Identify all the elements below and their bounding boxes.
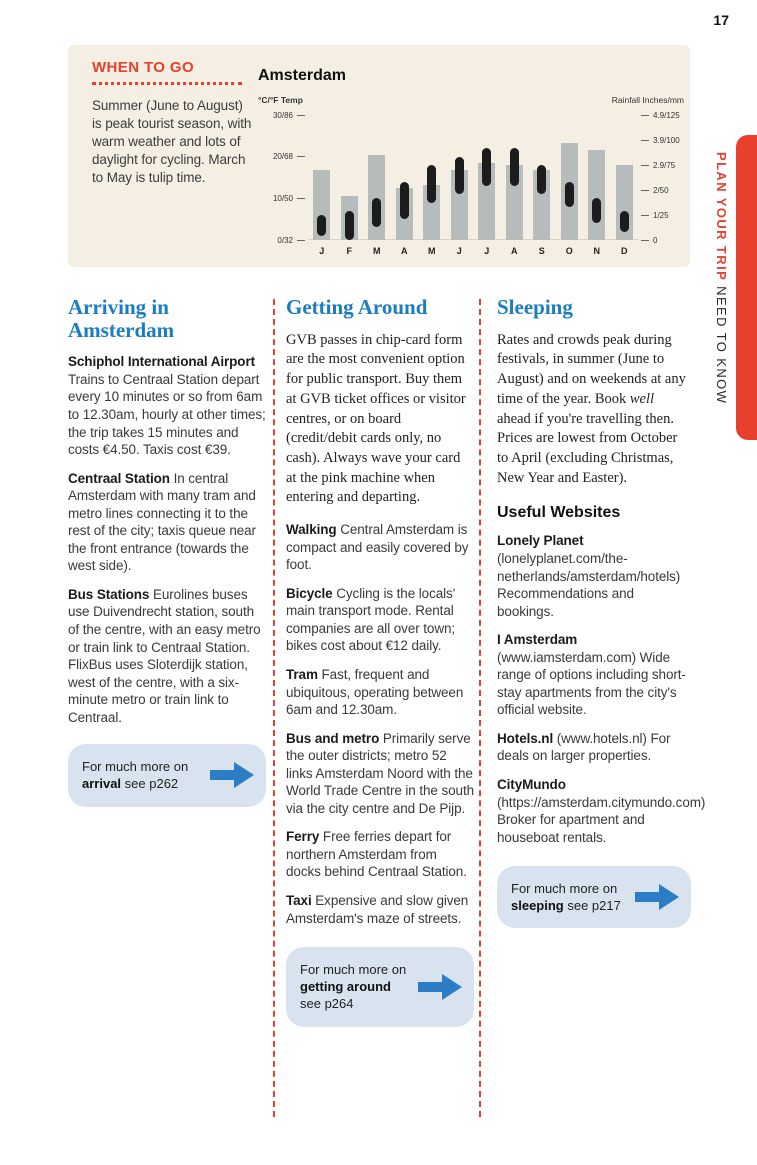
- column-divider: [479, 299, 481, 1117]
- temp-range-bar: [400, 182, 409, 220]
- arrow-right-icon: [635, 884, 679, 910]
- column-getting-around: [286, 296, 474, 1027]
- side-label-plan-your-trip: PLAN YOUR TRIP: [714, 152, 729, 282]
- temp-range-bar: [482, 148, 491, 186]
- entry-lead: Tram: [286, 666, 318, 682]
- month-label: M: [373, 246, 381, 256]
- temp-range-bar: [345, 211, 354, 240]
- page-number: 17: [713, 12, 729, 28]
- entry-lead: Ferry: [286, 829, 320, 845]
- month-label: N: [593, 246, 600, 256]
- entry-text: Free ferries depart for northern Amsterdam from docks behind Centraal Station.: [286, 829, 467, 880]
- entry-lead: Taxi: [286, 892, 312, 908]
- month-label: A: [401, 246, 408, 256]
- transport-entry: [286, 828, 474, 881]
- temp-tick-label: 0/32: [277, 235, 293, 245]
- temp-range-bar: [372, 198, 381, 227]
- side-label-need-to-know: NEED TO KNOW: [714, 281, 729, 405]
- month-label: S: [538, 246, 545, 256]
- temp-range-bar: [455, 157, 464, 195]
- entry-text: (lonelyplanet.com/the-netherlands/amsterdam/hotels) Recommendations and bookings.: [497, 550, 681, 619]
- website-entry: [497, 631, 691, 719]
- rain-tick-label: 2/50: [653, 185, 669, 195]
- rain-tick-dash: [641, 115, 649, 116]
- entry-lead: Centraal Station: [68, 470, 170, 486]
- column-divider: [273, 299, 275, 1117]
- temp-tick-label: 30/86: [272, 110, 293, 120]
- cross-reference-text: For much more on arrival see p262: [82, 759, 189, 792]
- entry-text: (www.iamsterdam.com) Wide range of options including short-stay apartments from the city's official website.: [497, 649, 686, 718]
- temp-axis-label: °C/°F Temp: [258, 95, 303, 105]
- temp-range-bar: [537, 165, 546, 194]
- entry-lead: Bus Stations: [68, 586, 150, 602]
- month-label: D: [621, 246, 628, 256]
- when-to-go-panel: [68, 45, 690, 267]
- rain-tick-label: 3.9/100: [653, 135, 680, 145]
- entry-text: (https://amsterdam.citymundo.com) Broker for apartment and houseboat rentals.: [497, 794, 706, 845]
- entry-text: Central Amsterdam is compact and easily covered by foot.: [286, 522, 469, 573]
- rain-tick-dash: [641, 190, 649, 191]
- arriving-paragraph: [68, 353, 266, 458]
- entry-lead: Lonely Planet: [497, 533, 584, 549]
- entry-lead: Schiphol International Airport: [68, 354, 256, 370]
- rainfall-bar: [588, 150, 605, 240]
- entry-text: Primarily serve the outer districts; metro 52 links Amsterdam Noord with the World Trade Centre in the south via the city centre and De Pijp.: [286, 730, 475, 816]
- cross-reference-text: For much more on sleeping see p217: [511, 881, 621, 914]
- chapter-side-tab: [736, 135, 757, 440]
- transport-entry: [286, 585, 474, 655]
- dotted-divider: [92, 82, 242, 85]
- arriving-heading: Arriving in Amsterdam: [68, 295, 175, 342]
- temp-range-bar: [592, 198, 601, 223]
- temp-tick-dash: [297, 115, 305, 116]
- rain-tick-label: 4.9/125: [653, 110, 680, 120]
- transport-entry: [286, 730, 474, 818]
- chapter-side-label: [714, 152, 729, 404]
- rain-tick-dash: [641, 240, 649, 241]
- cross-reference-arrival: [68, 744, 266, 806]
- website-entry: [497, 730, 691, 765]
- temp-tick-dash: [297, 240, 305, 241]
- entry-text: (www.hotels.nl) For deals on larger properties.: [497, 730, 671, 764]
- temp-range-bar: [565, 182, 574, 207]
- rain-tick-dash: [641, 165, 649, 166]
- entry-text: Cycling is the locals' main transport mode. Rental companies are all over town; bikes cost about €12 daily.: [286, 585, 456, 654]
- website-entry: [497, 776, 706, 846]
- rain-tick-label: 0: [653, 235, 658, 245]
- column-sleeping: [497, 295, 706, 928]
- month-label: J: [319, 246, 325, 256]
- entry-lead: Bicycle: [286, 585, 333, 601]
- cross-reference-text: For much more on getting around see p264: [300, 962, 407, 1012]
- cross-reference-sleeping: [497, 866, 691, 928]
- sleeping-intro: Rates and crowds peak during festivals, in summer (June to August) and on weekends at any time of the year. Book well ahead if you're travelling then. Prices are lowest from October to April (excluding Christmas, New Year and Easter).: [497, 331, 686, 486]
- temp-tick-label: 20/68: [272, 152, 293, 162]
- month-label: M: [428, 246, 436, 256]
- month-label: O: [565, 246, 573, 256]
- entry-lead: Hotels.nl: [497, 730, 554, 746]
- chart-title: Amsterdam: [258, 67, 347, 84]
- entry-text: In central Amsterdam with many tram and metro lines connecting it to the rest of the city; taxis queue near the front entrance (towards the west side).: [68, 470, 256, 574]
- when-to-go-heading: WHEN TO GO: [92, 59, 195, 76]
- website-entry: [497, 532, 691, 620]
- arriving-paragraph: [68, 470, 266, 575]
- entry-text: Trains to Centraal Station depart every 10 minutes or so from 6am to 12.30am, hourly at other times; the trip takes 15 minutes and costs €4.50. Taxis cost €39.: [68, 371, 266, 458]
- transport-entry: [286, 521, 474, 574]
- month-label: A: [511, 246, 518, 256]
- column-arriving: [68, 296, 266, 807]
- entry-text: Expensive and slow given Amsterdam's maze of streets.: [286, 892, 469, 926]
- entry-lead: I Amsterdam: [497, 632, 578, 648]
- month-label: F: [346, 246, 352, 256]
- climate-chart-plot: [272, 110, 680, 256]
- useful-websites-heading: Useful Websites: [497, 504, 621, 522]
- rain-tick-label: 2.9/75: [653, 160, 676, 170]
- temp-tick-dash: [297, 198, 305, 199]
- temp-tick-dash: [297, 156, 305, 157]
- transport-entry: [286, 892, 474, 927]
- temp-range-bar: [317, 215, 326, 236]
- temp-range-bar: [427, 165, 436, 203]
- entry-text: Eurolines buses use Duivendrecht station, south of the centre, with an easy metro or train link to Centraal Station. FlixBus uses Sloterdijk station, west of the centre, with a six-minute metro or train link to Centraal.: [68, 586, 261, 725]
- temp-range-bar: [620, 211, 629, 232]
- when-to-go-text: Summer (June to August) is peak tourist season, with warm weather and lots of daylight for cycling. March to May is tulip time.: [92, 98, 252, 186]
- arrow-right-icon: [210, 762, 254, 788]
- month-label: J: [484, 246, 490, 256]
- temp-range-bar: [510, 148, 519, 186]
- getting-around-intro: GVB passes in chip-card form are the most convenient option for public transport. Buy them at GVB ticket offices or visitor centres, or on board (credit/debit cards only, no cash). Always wave your card at the pink machine when entering and departing.: [286, 331, 466, 506]
- sleeping-heading: Sleeping: [497, 295, 573, 319]
- arriving-paragraph: [68, 586, 266, 726]
- rain-tick-dash: [641, 215, 649, 216]
- rainfall-axis-label: Rainfall Inches/mm: [611, 95, 684, 105]
- transport-entry: [286, 666, 474, 719]
- getting-around-heading: Getting Around: [286, 295, 428, 319]
- arrow-right-icon: [418, 974, 462, 1000]
- rain-tick-dash: [641, 140, 649, 141]
- entry-lead: Walking: [286, 522, 337, 538]
- entry-lead: Bus and metro: [286, 730, 380, 746]
- entry-lead: CityMundo: [497, 776, 566, 792]
- entry-text: Fast, frequent and ubiquitous, operating between 6am and 12.30am.: [286, 666, 464, 718]
- cross-reference-getting-around: [286, 947, 474, 1026]
- month-label: J: [456, 246, 462, 256]
- rain-tick-label: 1/25: [653, 210, 669, 220]
- temp-tick-label: 10/50: [272, 193, 293, 203]
